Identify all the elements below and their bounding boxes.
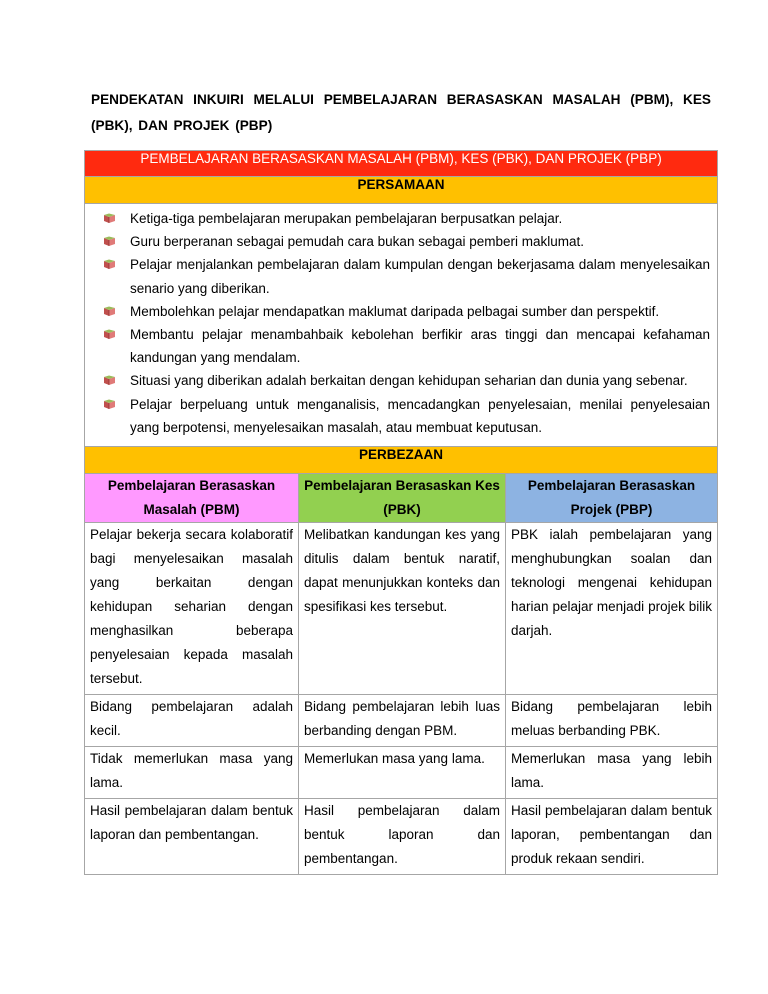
table-cell: Hasil pembelajaran dalam bentuk laporan, pembentangan dan produk rekaan sendiri. [506, 799, 718, 875]
table-header-row [85, 151, 718, 177]
table-row [85, 523, 718, 695]
column-header-pbp: Pembelajaran Berasaskan Projek (PBP) [506, 474, 718, 523]
table-cell: Bidang pembelajaran lebih meluas berbanding PBK. [506, 695, 718, 747]
list-item: Ketiga-tiga pembelajaran merupakan pembelajaran berpusatkan pelajar. [130, 207, 710, 230]
column-header-row [85, 474, 718, 523]
table-cell: PBK ialah pembelajaran yang menghubungkan soalan dan teknologi mengenai kehidupan harian pelajar menjadi projek bilik darjah. [506, 523, 718, 695]
table-row [85, 747, 718, 799]
table-cell: Tidak memerlukan masa yang lama. [85, 747, 299, 799]
table-row [85, 799, 718, 875]
list-item: Pelajar menjalankan pembelajaran dalam kumpulan dengan bekerjasama dalam menyelesaikan senario yang diberikan. [130, 253, 710, 299]
table-cell: Bidang pembelajaran adalah kecil. [85, 695, 299, 747]
table-cell: Memerlukan masa yang lama. [299, 747, 506, 799]
list-item: Pelajar berpeluang untuk menganalisis, mencadangkan penyelesaian, menilai penyelesaian yang berpotensi, menyelesaikan masalah, atau membuat keputusan. [130, 393, 710, 439]
book-bullet-icon [103, 213, 116, 224]
book-bullet-icon [103, 236, 116, 247]
book-bullet-icon [103, 329, 116, 340]
table-cell: Pelajar bekerja secara kolaboratif bagi menyelesaikan masalah yang berkaitan dengan kehidupan seharian dengan menghasilkan beberapa penyelesaian kepada masalah tersebut. [85, 523, 299, 695]
similarities-list [85, 204, 717, 446]
table-cell: Memerlukan masa yang lebih lama. [506, 747, 718, 799]
list-item: Membolehkan pelajar mendapatkan maklumat daripada pelbagai sumber dan perspektif. [130, 300, 710, 323]
document-title: PENDEKATAN INKUIRI MELALUI PEMBELAJARAN BERASASKAN MASALAH (PBM), KES (PBK), DAN PROJEK (PBP) [91, 92, 711, 133]
book-bullet-icon [103, 259, 116, 270]
similarities-heading-row [85, 177, 718, 204]
book-bullet-icon [103, 306, 116, 317]
table-cell: Hasil pembelajaran dalam bentuk laporan dan pembentangan. [85, 799, 299, 875]
column-header-pbk: Pembelajaran Berasaskan Kes (PBK) [299, 474, 506, 523]
differences-heading-row [85, 447, 718, 474]
differences-heading: PERBEZAAN [85, 447, 718, 474]
list-item: Membantu pelajar menambahbaik kebolehan berfikir aras tinggi dan mencapai kefahaman kandungan yang mendalam. [130, 323, 710, 369]
table-row [85, 695, 718, 747]
book-bullet-icon [103, 399, 116, 410]
similarities-heading: PERSAMAAN [85, 177, 718, 204]
comparison-table [84, 150, 718, 875]
table-cell: Melibatkan kandungan kes yang ditulis dalam bentuk naratif, dapat menunjukkan konteks dan spesifikasi kes tersebut. [299, 523, 506, 695]
list-item: Situasi yang diberikan adalah berkaitan dengan kehidupan seharian dan dunia yang sebenar. [130, 369, 710, 392]
table-header: PEMBELAJARAN BERASASKAN MASALAH (PBM), KES (PBK), DAN PROJEK (PBP) [85, 151, 718, 177]
list-item: Guru berperanan sebagai pemudah cara bukan sebagai pemberi maklumat. [130, 230, 710, 253]
table-cell: Bidang pembelajaran lebih luas berbanding dengan PBM. [299, 695, 506, 747]
similarities-row [85, 204, 718, 447]
book-bullet-icon [103, 375, 116, 386]
similarities-cell [85, 204, 718, 447]
table-cell: Hasil pembelajaran dalam bentuk laporan dan pembentangan. [299, 799, 506, 875]
column-header-pbm: Pembelajaran Berasaskan Masalah (PBM) [85, 474, 299, 523]
